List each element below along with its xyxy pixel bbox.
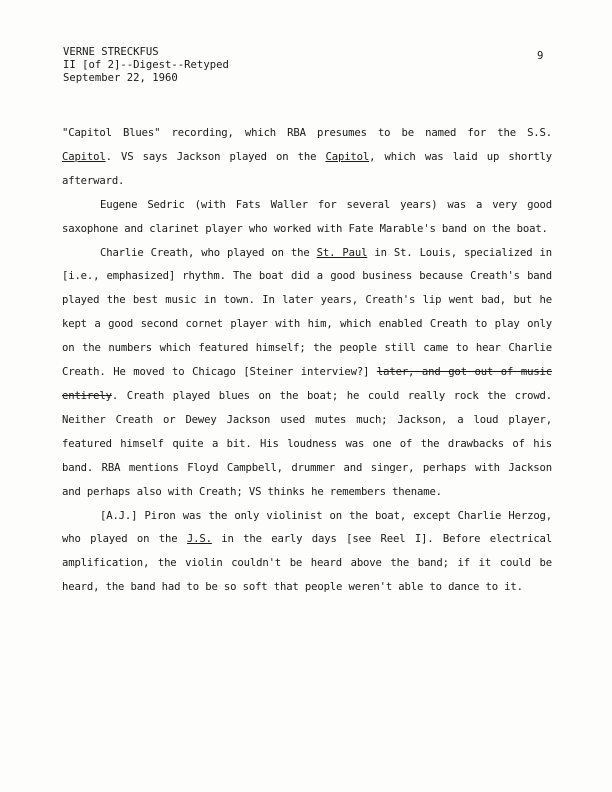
underlined-title: St. Paul <box>316 246 368 259</box>
struck-text: later, and got out of music entirely <box>62 366 553 402</box>
text-run: "Capitol Blues" recording, which RBA presumes to be named for the S.S. <box>62 127 552 139</box>
text-run: in the early days [see Reel I]. Before electrical amplification, the violin couldn't be heard above the band; if it could be heard, the band had to be so soft that people weren't able to dance to it. <box>62 533 553 594</box>
text-run: in St. Louis, specialized in [i.e., emphasized] rhythm. The boat did a good business because Creath's band played the best music in town. In later years, Creath's lip went bad, but he kept a good second cornet player with him, which enabled Creath to play only on the numbers which featured himself; the people still came to hear Charlie Creath. He moved to Chicago [Steiner interview?] <box>62 246 552 379</box>
underlined-title: Capitol <box>62 150 106 163</box>
text-run: Eugene Sedric (with Fats Waller for several years) was a very good saxophone and clarinet player who worked with Fate Marable's band on the boat. <box>62 198 552 235</box>
header-date: September 22, 1960 <box>63 72 178 84</box>
page-header <box>63 46 229 85</box>
text-run: [A.J.] Piron was the only violinist on the boat, except Charlie Herzog, who played on the <box>62 509 552 546</box>
paragraph-1 <box>62 122 552 194</box>
paragraph-2 <box>62 194 552 242</box>
header-interviewee: VERNE STRECKFUS <box>63 46 159 58</box>
header-reel-info: II [of 2]--Digest--Retyped <box>63 59 229 71</box>
text-run: , which was laid up shortly afterward. <box>62 150 553 187</box>
paragraph-4 <box>62 505 552 601</box>
text-run: . VS says Jackson played on the <box>105 150 326 163</box>
text-run: . Creath played blues on the boat; he could really rock the crowd. Neither Creath or Dewey Jackson used mutes much; Jackson, a loud player, featured himself quite a bit. His loudness was one of the drawbacks of his band. RBA mentions Floyd Campbell, drummer and singer, perhaps with Jackson and perhaps also with Creath; VS thinks he remembers thename. <box>62 389 552 498</box>
text-run: Charlie Creath, who played on the <box>100 246 317 259</box>
document-body <box>62 122 552 600</box>
underlined-title: Capitol <box>325 150 370 163</box>
paragraph-3 <box>62 242 552 505</box>
page-number: 9 <box>537 50 544 62</box>
underlined-title: J.S. <box>186 533 212 546</box>
